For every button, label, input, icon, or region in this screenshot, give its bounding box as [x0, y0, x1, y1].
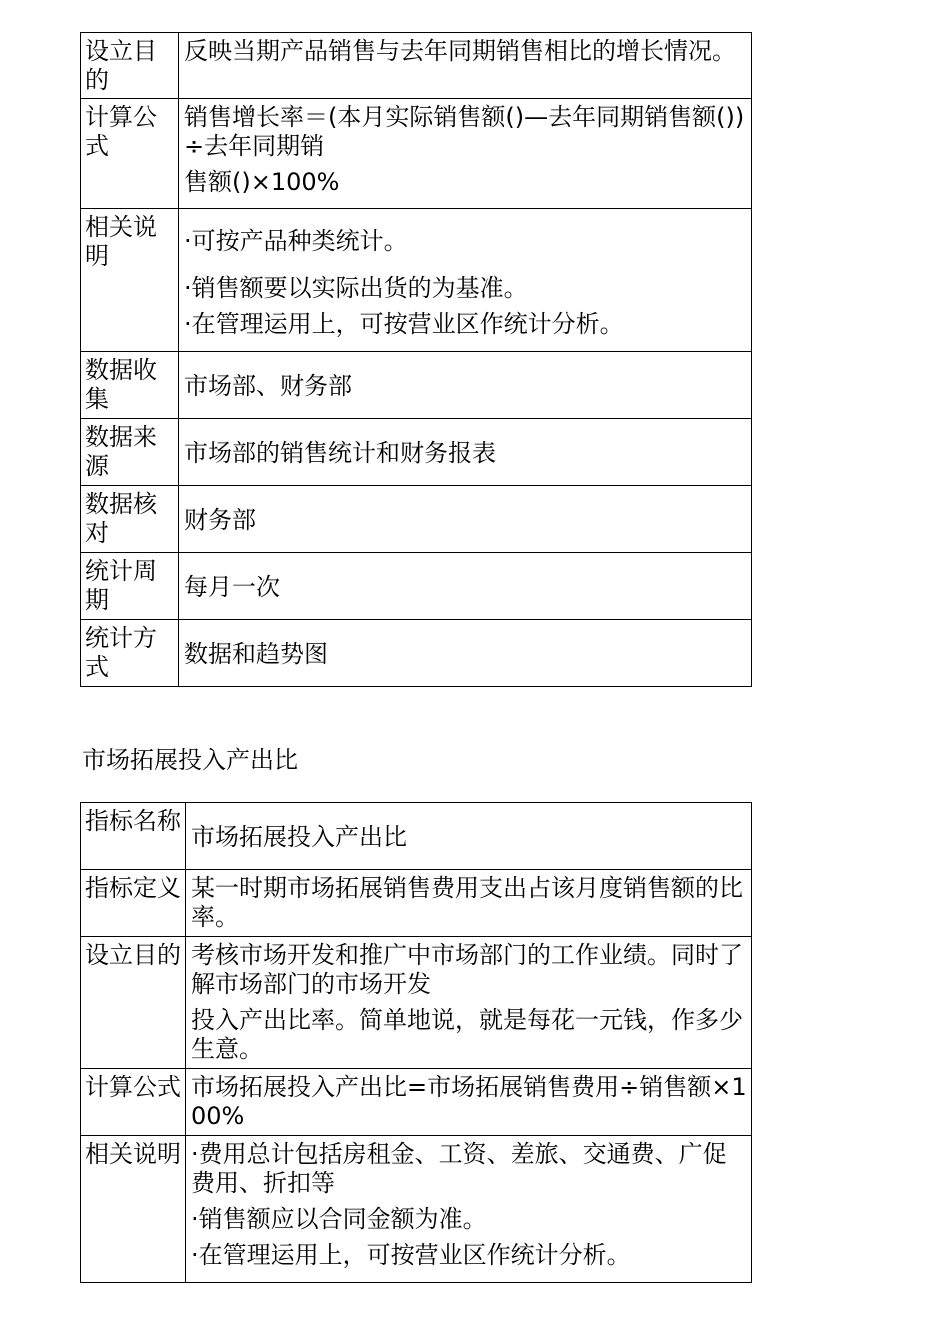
row-value: [186, 1069, 752, 1136]
row-label: 指标名称: [81, 803, 186, 870]
table-row: [81, 1069, 752, 1136]
table-row: [81, 553, 752, 620]
value-line: ·在管理运用上，可按营业区作统计分析。: [184, 310, 624, 338]
row-label: 相关说明: [81, 1136, 186, 1283]
row-label: 设立目的: [81, 937, 186, 1069]
row-value: 每月一次: [179, 553, 752, 620]
table-row: [81, 419, 752, 486]
row-label: 计算公式: [81, 1069, 186, 1136]
table-row: [81, 803, 752, 870]
section-heading: 市场拓展投入产出比: [82, 746, 298, 774]
table-row: [81, 1136, 752, 1283]
table-row: [81, 209, 752, 352]
row-value: [186, 937, 752, 1069]
value-line: 考核市场开发和推广中市场部门的工作业绩。同时了解市场部门的市场开发: [191, 941, 743, 998]
row-value: [186, 1136, 752, 1283]
value-line: 反映当期产品销售与去年同期销售相比的增长情况。: [184, 37, 736, 65]
value-line: 市场拓展投入产出比=市场拓展销售费用÷销售额×100%: [191, 1073, 747, 1130]
table-row: [81, 937, 752, 1069]
row-label: 计算公式: [81, 99, 179, 209]
value-line: 某一时期市场拓展销售费用支出占该月度销售额的比率。: [191, 874, 743, 931]
row-label: 数据核对: [81, 486, 179, 553]
row-value: [179, 33, 752, 99]
table-row: [81, 99, 752, 209]
value-line: ·费用总计包括房租金、工资、差旅、交通费、广促费用、折扣等: [191, 1140, 727, 1197]
kpi-table-sales-growth: [80, 32, 752, 687]
value-line: ·在管理运用上，可按营业区作统计分析。: [191, 1241, 631, 1269]
table-row: [81, 33, 752, 99]
value-line: ·销售额要以实际出货的为基准。: [184, 274, 528, 302]
value-line: ·可按产品种类统计。: [184, 227, 408, 255]
table-row: [81, 620, 752, 687]
row-label: 统计周期: [81, 553, 179, 620]
row-label: 指标定义: [81, 870, 186, 937]
row-value: 数据和趋势图: [179, 620, 752, 687]
row-label: 统计方式: [81, 620, 179, 687]
row-label: 设立目的: [81, 33, 179, 99]
row-value: [186, 870, 752, 937]
table-row: [81, 352, 752, 419]
row-value: [179, 99, 752, 209]
row-value: [179, 209, 752, 352]
row-value: 财务部: [179, 486, 752, 553]
value-line: 销售增长率＝(本月实际销售额()—去年同期销售额())÷去年同期销: [184, 103, 745, 160]
kpi-table-marketing-roi: [80, 802, 752, 1283]
table-row: [81, 486, 752, 553]
row-label: 相关说明: [81, 209, 179, 352]
value-line: 投入产出比率。简单地说，就是每花一元钱，作多少生意。: [191, 1006, 743, 1063]
value-line: ·销售额应以合同金额为准。: [191, 1205, 487, 1233]
row-value: 市场部的销售统计和财务报表: [179, 419, 752, 486]
value-line: 售额()×100%: [184, 168, 340, 196]
table-row: [81, 870, 752, 937]
row-label: 数据来源: [81, 419, 179, 486]
row-label: 数据收集: [81, 352, 179, 419]
row-value: 市场部、财务部: [179, 352, 752, 419]
row-value: 市场拓展投入产出比: [186, 803, 752, 870]
